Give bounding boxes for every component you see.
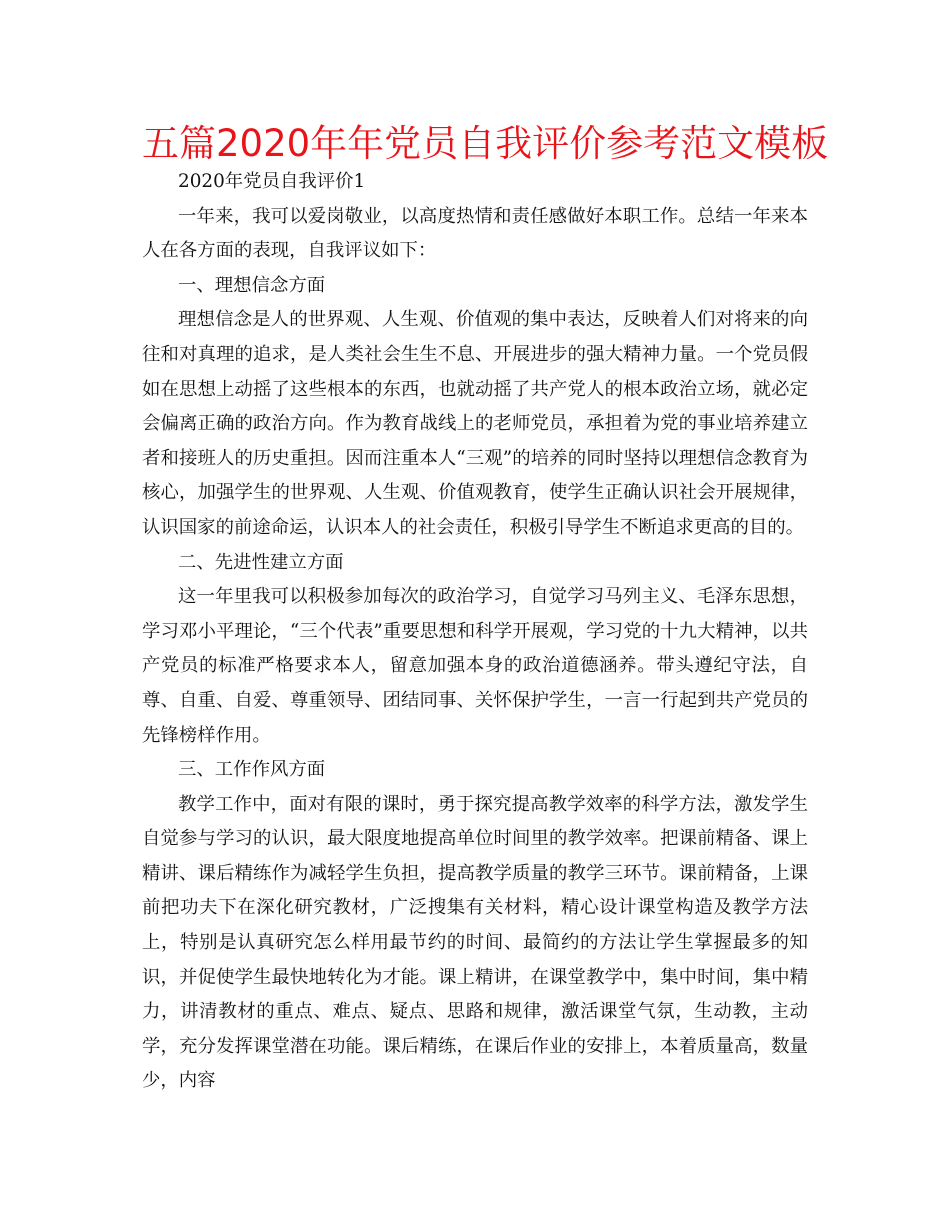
document-title: 五篇2020年年党员自我评价参考范文模板: [142, 122, 829, 165]
paragraph: 理想信念是人的世界观、人生观、价值观的集中表达，反映着人们对将来的向往和对真理的追求，是人类社会生生不息、开展进步的强大精神力量。一个党员假如在思想上动摇了这些根本的东西，也就动摇了共产党人的根本政治立场，就必定会偏离正确的政治方向。作为教育战线上的老师党员，承担着为党的事业培养建立者和接班人的历史重担。因而注重本人“三观”的培养的同时坚持以理想信念教育为核心，加强学生的世界观、人生观、价值观教育，使学生正确认识社会开展规律，认识国家的前途命运，认识本人的社会责任，积极引导学生不断追求更高的目的。: [142, 309, 808, 538]
document-body: [142, 165, 808, 1099]
section-heading: 一、理想信念方面: [178, 274, 326, 296]
section-heading: 2020年党员自我评价1: [178, 171, 366, 192]
section-heading: 三、工作作风方面: [178, 759, 326, 781]
paragraph: 教学工作中，面对有限的课时，勇于探究提高教学效率的科学方法，激发学生自觉参与学习的认识，最大限度地提高单位时间里的教学效率。把课前精备、课上精讲、课后精练作为减轻学生负担，提高教学质量的教学三环节。课前精备，上课前把功夫下在深化研究教材，广泛搜集有关材料，精心设计课堂构造及教学方法上，特别是认真研究怎么样用最节约的时间、最简约的方法让学生掌握最多的知识，并促使学生最快地转化为才能。课上精讲，在课堂教学中，集中时间，集中精力，讲清教材的重点、难点、疑点、思路和规律，激活课堂气氛，生动教，主动学，充分发挥课堂潜在功能。课后精练，在课后作业的安排上，本着质量高，数量少，内容: [142, 793, 808, 1092]
paragraph: 这一年里我可以积极参加每次的政治学习，自觉学习马列主义、毛泽东思想，学习邓小平理论，“三个代表”重要思想和科学开展观，学习党的十九大精神，以共产党员的标准严格要求本人，留意加强本身的政治道德涵养。带头遵纪守法，自尊、自重、自爱、尊重领导、团结同事、关怀保护学生，一言一行起到共产党员的先锋榜样作用。: [142, 586, 808, 746]
section-heading: 二、先进性建立方面: [178, 551, 344, 573]
paragraph: 一年来，我可以爱岗敬业，以高度热情和责任感做好本职工作。总结一年来本人在各方面的表现，自我评议如下：: [142, 205, 808, 262]
